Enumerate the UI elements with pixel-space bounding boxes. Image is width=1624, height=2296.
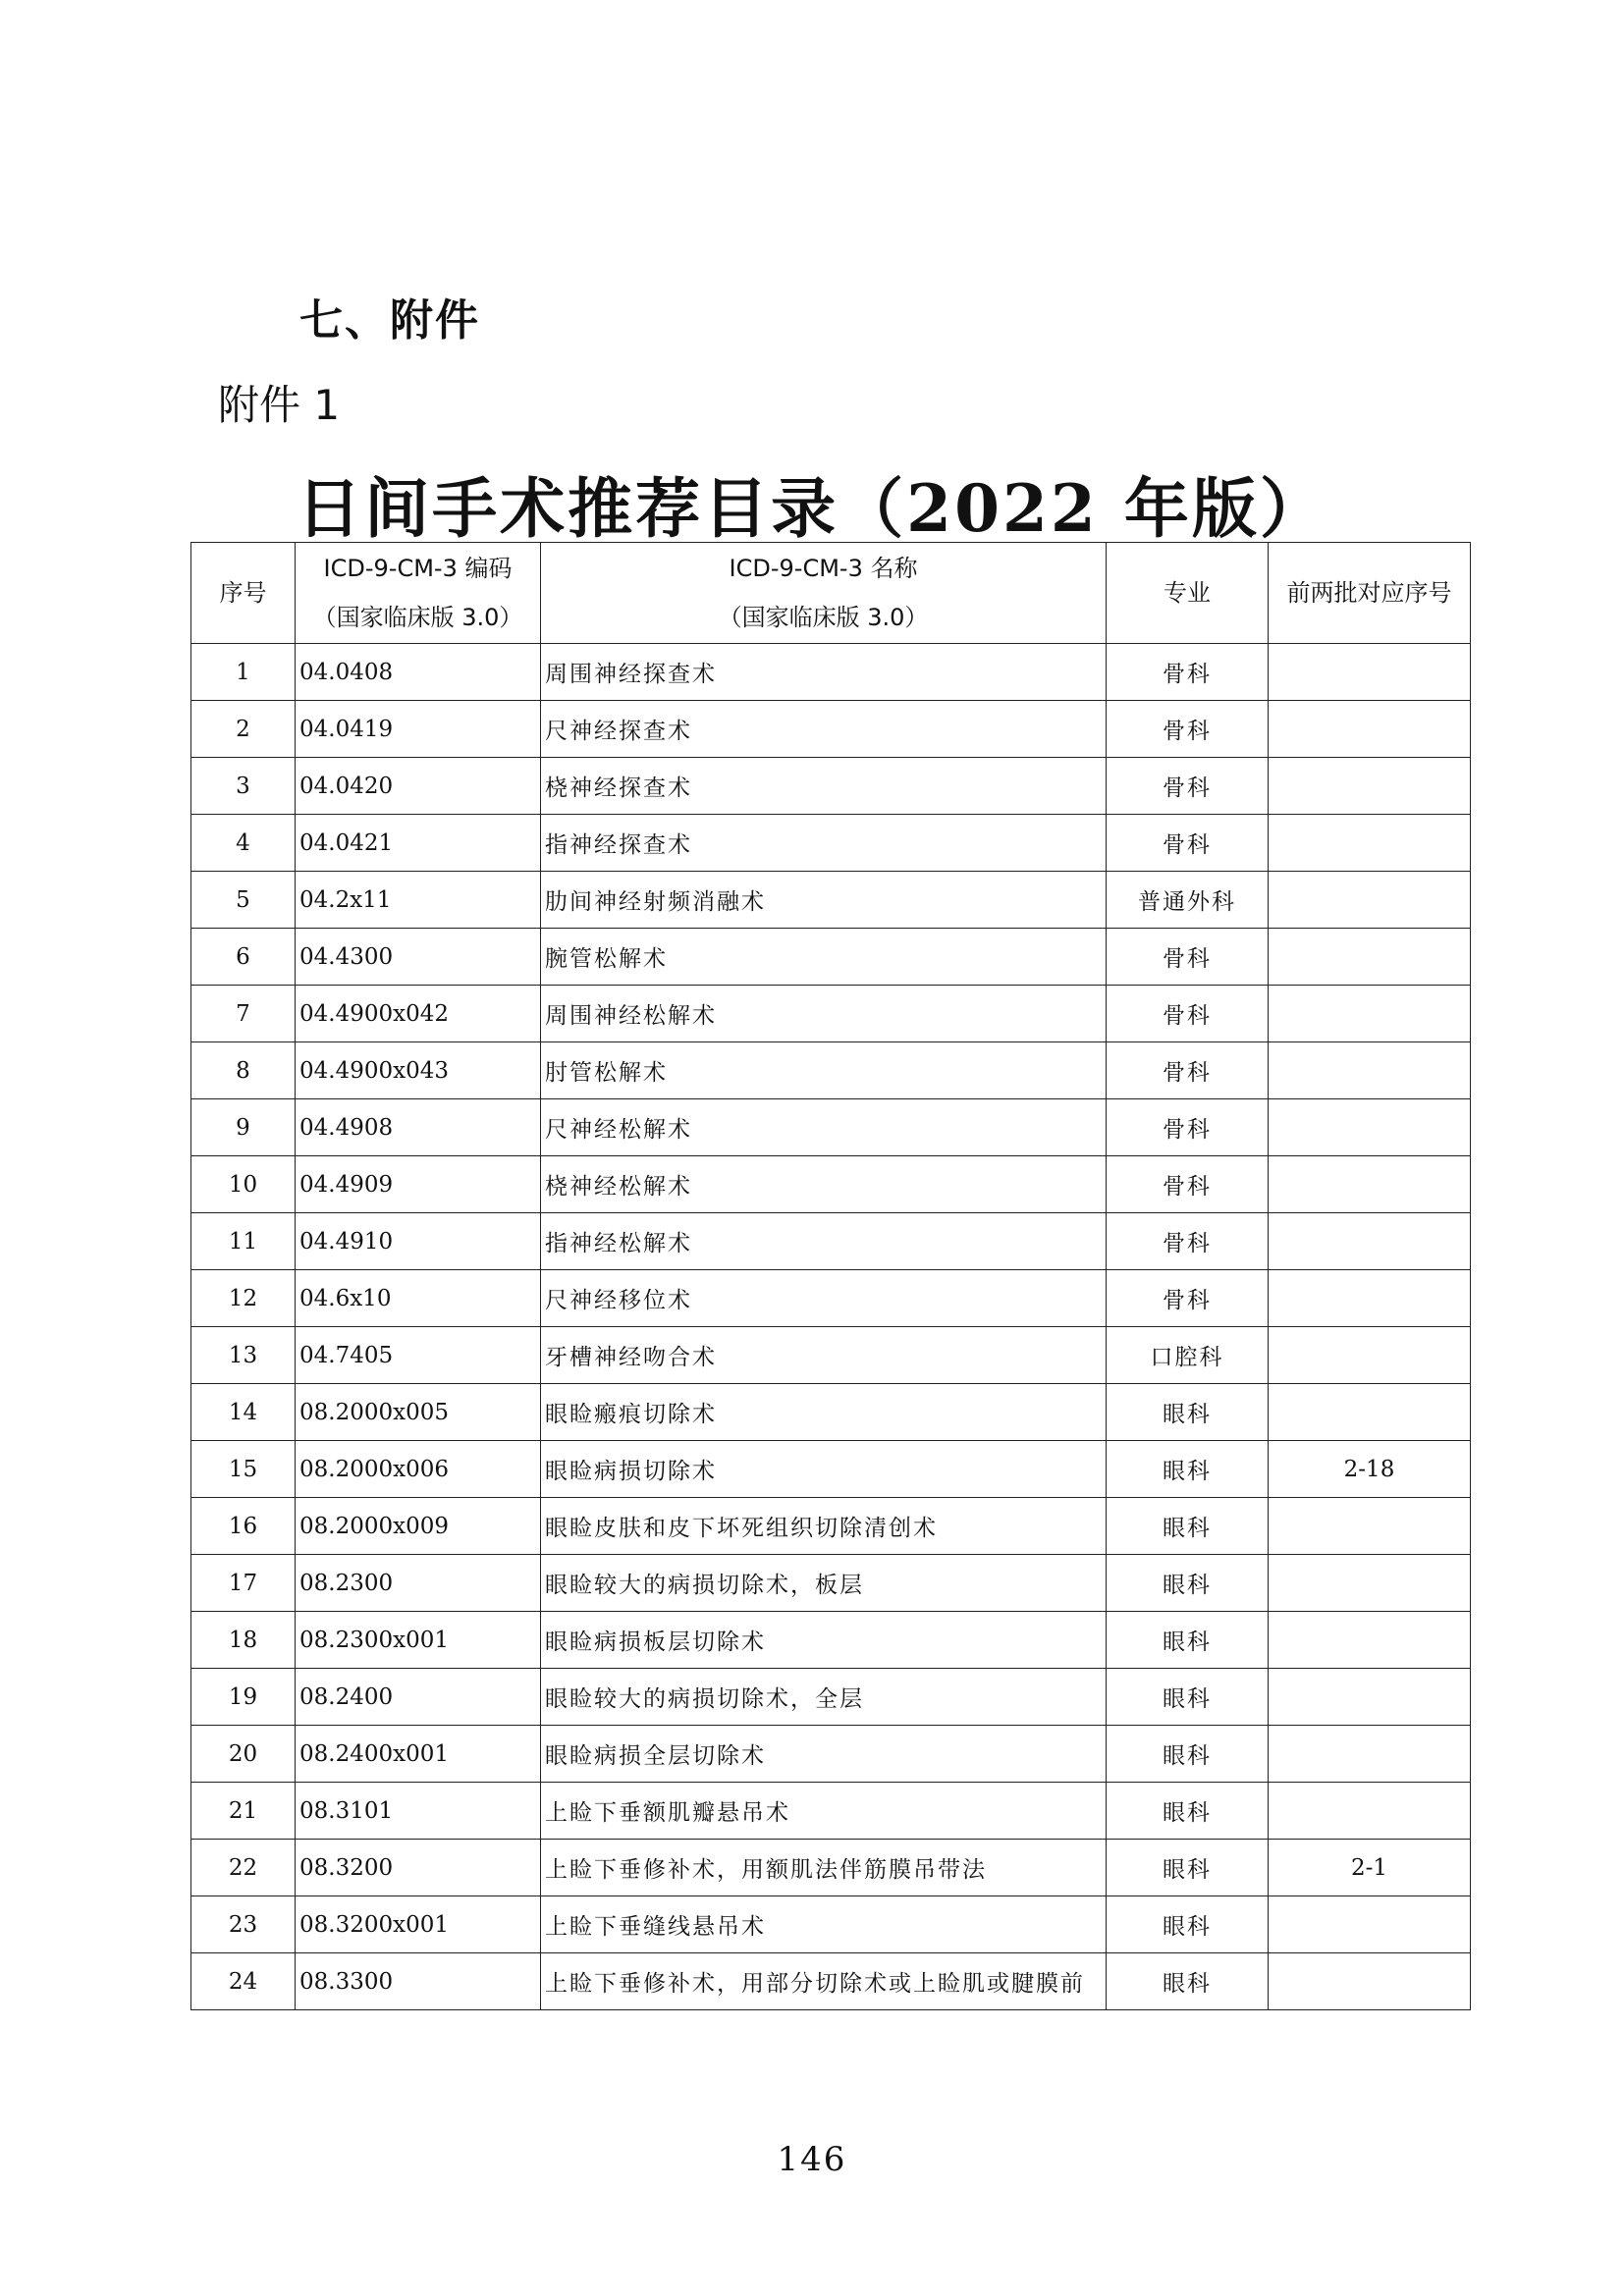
cell-no: 8 [191,1042,296,1099]
cell-code: 04.6x10 [296,1270,541,1327]
cell-prev [1269,644,1471,701]
table-row [191,1612,1471,1669]
cell-prev: 2-18 [1269,1441,1471,1498]
cell-dept: 眼科 [1107,1840,1269,1896]
cell-no: 18 [191,1612,296,1669]
table-row [191,1042,1471,1099]
cell-name: 上睑下垂修补术，用额肌法伴筋膜吊带法 [541,1840,1107,1896]
table-row [191,1498,1471,1555]
table-row [191,644,1471,701]
cell-dept: 骨科 [1107,1213,1269,1270]
table-row [191,1669,1471,1726]
cell-no: 17 [191,1555,296,1612]
cell-prev [1269,986,1471,1042]
cell-dept: 眼科 [1107,1669,1269,1726]
cell-code: 08.3200x001 [296,1896,541,1953]
header-name-line2: （国家临床版 3.0） [718,604,929,631]
cell-code: 08.2300 [296,1555,541,1612]
table-row [191,1327,1471,1384]
cell-no: 13 [191,1327,296,1384]
cell-code: 04.4300 [296,929,541,986]
cell-dept: 眼科 [1107,1612,1269,1669]
cell-no: 11 [191,1213,296,1270]
table-row [191,1099,1471,1156]
cell-no: 10 [191,1156,296,1213]
table-row [191,1384,1471,1441]
cell-no: 15 [191,1441,296,1498]
cell-code: 08.3101 [296,1783,541,1840]
header-name [541,543,1107,644]
cell-code: 08.2000x005 [296,1384,541,1441]
table-body [191,644,1471,2010]
cell-no: 9 [191,1099,296,1156]
cell-name: 尺神经松解术 [541,1099,1107,1156]
cell-name: 眼睑较大的病损切除术，全层 [541,1669,1107,1726]
cell-code: 08.3300 [296,1953,541,2010]
cell-code: 04.7405 [296,1327,541,1384]
header-code [296,543,541,644]
table-row [191,701,1471,758]
cell-prev [1269,1156,1471,1213]
cell-prev [1269,929,1471,986]
cell-prev [1269,1783,1471,1840]
cell-code: 04.0419 [296,701,541,758]
table-row [191,815,1471,872]
header-code-line1: ICD-9-CM-3 编码 [323,555,513,582]
cell-no: 4 [191,815,296,872]
cell-code: 04.4910 [296,1213,541,1270]
cell-prev [1269,758,1471,815]
surgery-catalog-table [190,542,1471,2010]
cell-name: 上睑下垂缝线悬吊术 [541,1896,1107,1953]
cell-dept: 骨科 [1107,986,1269,1042]
cell-dept: 骨科 [1107,701,1269,758]
cell-prev [1269,1099,1471,1156]
cell-name: 眼睑较大的病损切除术，板层 [541,1555,1107,1612]
table-row [191,1896,1471,1953]
attachment-label: 附件 1 [218,381,341,429]
cell-no: 12 [191,1270,296,1327]
cell-dept: 普通外科 [1107,872,1269,929]
cell-code: 04.4908 [296,1099,541,1156]
table-row [191,1726,1471,1783]
table-row [191,1953,1471,2010]
cell-no: 23 [191,1896,296,1953]
cell-no: 22 [191,1840,296,1896]
table-header-row [191,543,1471,644]
cell-prev [1269,872,1471,929]
cell-name: 上睑下垂修补术，用部分切除术或上睑肌或腱膜前 [541,1953,1107,2010]
cell-dept: 骨科 [1107,1099,1269,1156]
cell-dept: 骨科 [1107,1270,1269,1327]
cell-name: 肋间神经射频消融术 [541,872,1107,929]
header-no: 序号 [191,543,296,644]
cell-dept: 眼科 [1107,1783,1269,1840]
header-name-line1: ICD-9-CM-3 名称 [729,555,918,582]
table-row [191,929,1471,986]
cell-name: 眼睑病损切除术 [541,1441,1107,1498]
table-row [191,1156,1471,1213]
cell-prev [1269,1270,1471,1327]
cell-name: 眼睑病损板层切除术 [541,1612,1107,1669]
table-row [191,758,1471,815]
cell-code: 08.2400x001 [296,1726,541,1783]
cell-no: 3 [191,758,296,815]
table-row [191,1840,1471,1896]
document-title: 日间手术推荐目录（2022 年版） [297,470,1327,547]
cell-no: 16 [191,1498,296,1555]
header-prev: 前两批对应序号 [1269,543,1471,644]
cell-code: 08.2000x006 [296,1441,541,1498]
cell-code: 04.0421 [296,815,541,872]
cell-name: 眼睑瘢痕切除术 [541,1384,1107,1441]
cell-code: 08.2400 [296,1669,541,1726]
cell-no: 19 [191,1669,296,1726]
cell-code: 04.4909 [296,1156,541,1213]
cell-code: 08.2300x001 [296,1612,541,1669]
header-code-line2: （国家临床版 3.0） [312,604,523,631]
cell-code: 04.0408 [296,644,541,701]
cell-name: 指神经探查术 [541,815,1107,872]
cell-prev [1269,1213,1471,1270]
cell-prev [1269,1555,1471,1612]
cell-code: 08.2000x009 [296,1498,541,1555]
cell-name: 牙槽神经吻合术 [541,1327,1107,1384]
cell-no: 7 [191,986,296,1042]
cell-prev [1269,1896,1471,1953]
cell-prev [1269,1726,1471,1783]
cell-prev [1269,1669,1471,1726]
cell-dept: 眼科 [1107,1555,1269,1612]
cell-no: 14 [191,1384,296,1441]
header-dept: 专业 [1107,543,1269,644]
cell-dept: 眼科 [1107,1441,1269,1498]
table-row [191,1555,1471,1612]
table-row [191,872,1471,929]
table-row [191,986,1471,1042]
cell-code: 08.3200 [296,1840,541,1896]
cell-code: 04.4900x043 [296,1042,541,1099]
cell-prev [1269,1042,1471,1099]
cell-dept: 口腔科 [1107,1327,1269,1384]
cell-dept: 骨科 [1107,929,1269,986]
table-row [191,1441,1471,1498]
cell-dept: 眼科 [1107,1384,1269,1441]
cell-prev [1269,1384,1471,1441]
cell-no: 5 [191,872,296,929]
cell-name: 桡神经松解术 [541,1156,1107,1213]
cell-prev [1269,701,1471,758]
cell-name: 周围神经探查术 [541,644,1107,701]
cell-dept: 眼科 [1107,1726,1269,1783]
cell-dept: 骨科 [1107,758,1269,815]
cell-code: 04.4900x042 [296,986,541,1042]
cell-prev [1269,815,1471,872]
cell-no: 21 [191,1783,296,1840]
cell-dept: 眼科 [1107,1896,1269,1953]
cell-name: 桡神经探查术 [541,758,1107,815]
cell-name: 眼睑皮肤和皮下坏死组织切除清创术 [541,1498,1107,1555]
cell-dept: 骨科 [1107,1042,1269,1099]
cell-dept: 骨科 [1107,815,1269,872]
cell-dept: 眼科 [1107,1498,1269,1555]
cell-name: 腕管松解术 [541,929,1107,986]
cell-name: 上睑下垂额肌瓣悬吊术 [541,1783,1107,1840]
cell-prev: 2-1 [1269,1840,1471,1896]
section-heading: 七、附件 [299,295,480,346]
cell-dept: 骨科 [1107,1156,1269,1213]
cell-code: 04.2x11 [296,872,541,929]
page-number: 146 [777,2140,847,2179]
cell-dept: 骨科 [1107,644,1269,701]
cell-name: 肘管松解术 [541,1042,1107,1099]
cell-name: 周围神经松解术 [541,986,1107,1042]
cell-name: 尺神经移位术 [541,1270,1107,1327]
cell-prev [1269,1498,1471,1555]
cell-name: 指神经松解术 [541,1213,1107,1270]
cell-dept: 眼科 [1107,1953,1269,2010]
cell-code: 04.0420 [296,758,541,815]
cell-no: 24 [191,1953,296,2010]
cell-no: 2 [191,701,296,758]
cell-no: 20 [191,1726,296,1783]
cell-no: 6 [191,929,296,986]
cell-name: 尺神经探查术 [541,701,1107,758]
cell-prev [1269,1953,1471,2010]
cell-name: 眼睑病损全层切除术 [541,1726,1107,1783]
table-row [191,1213,1471,1270]
cell-prev [1269,1612,1471,1669]
table-row [191,1783,1471,1840]
table-row [191,1270,1471,1327]
cell-no: 1 [191,644,296,701]
cell-prev [1269,1327,1471,1384]
